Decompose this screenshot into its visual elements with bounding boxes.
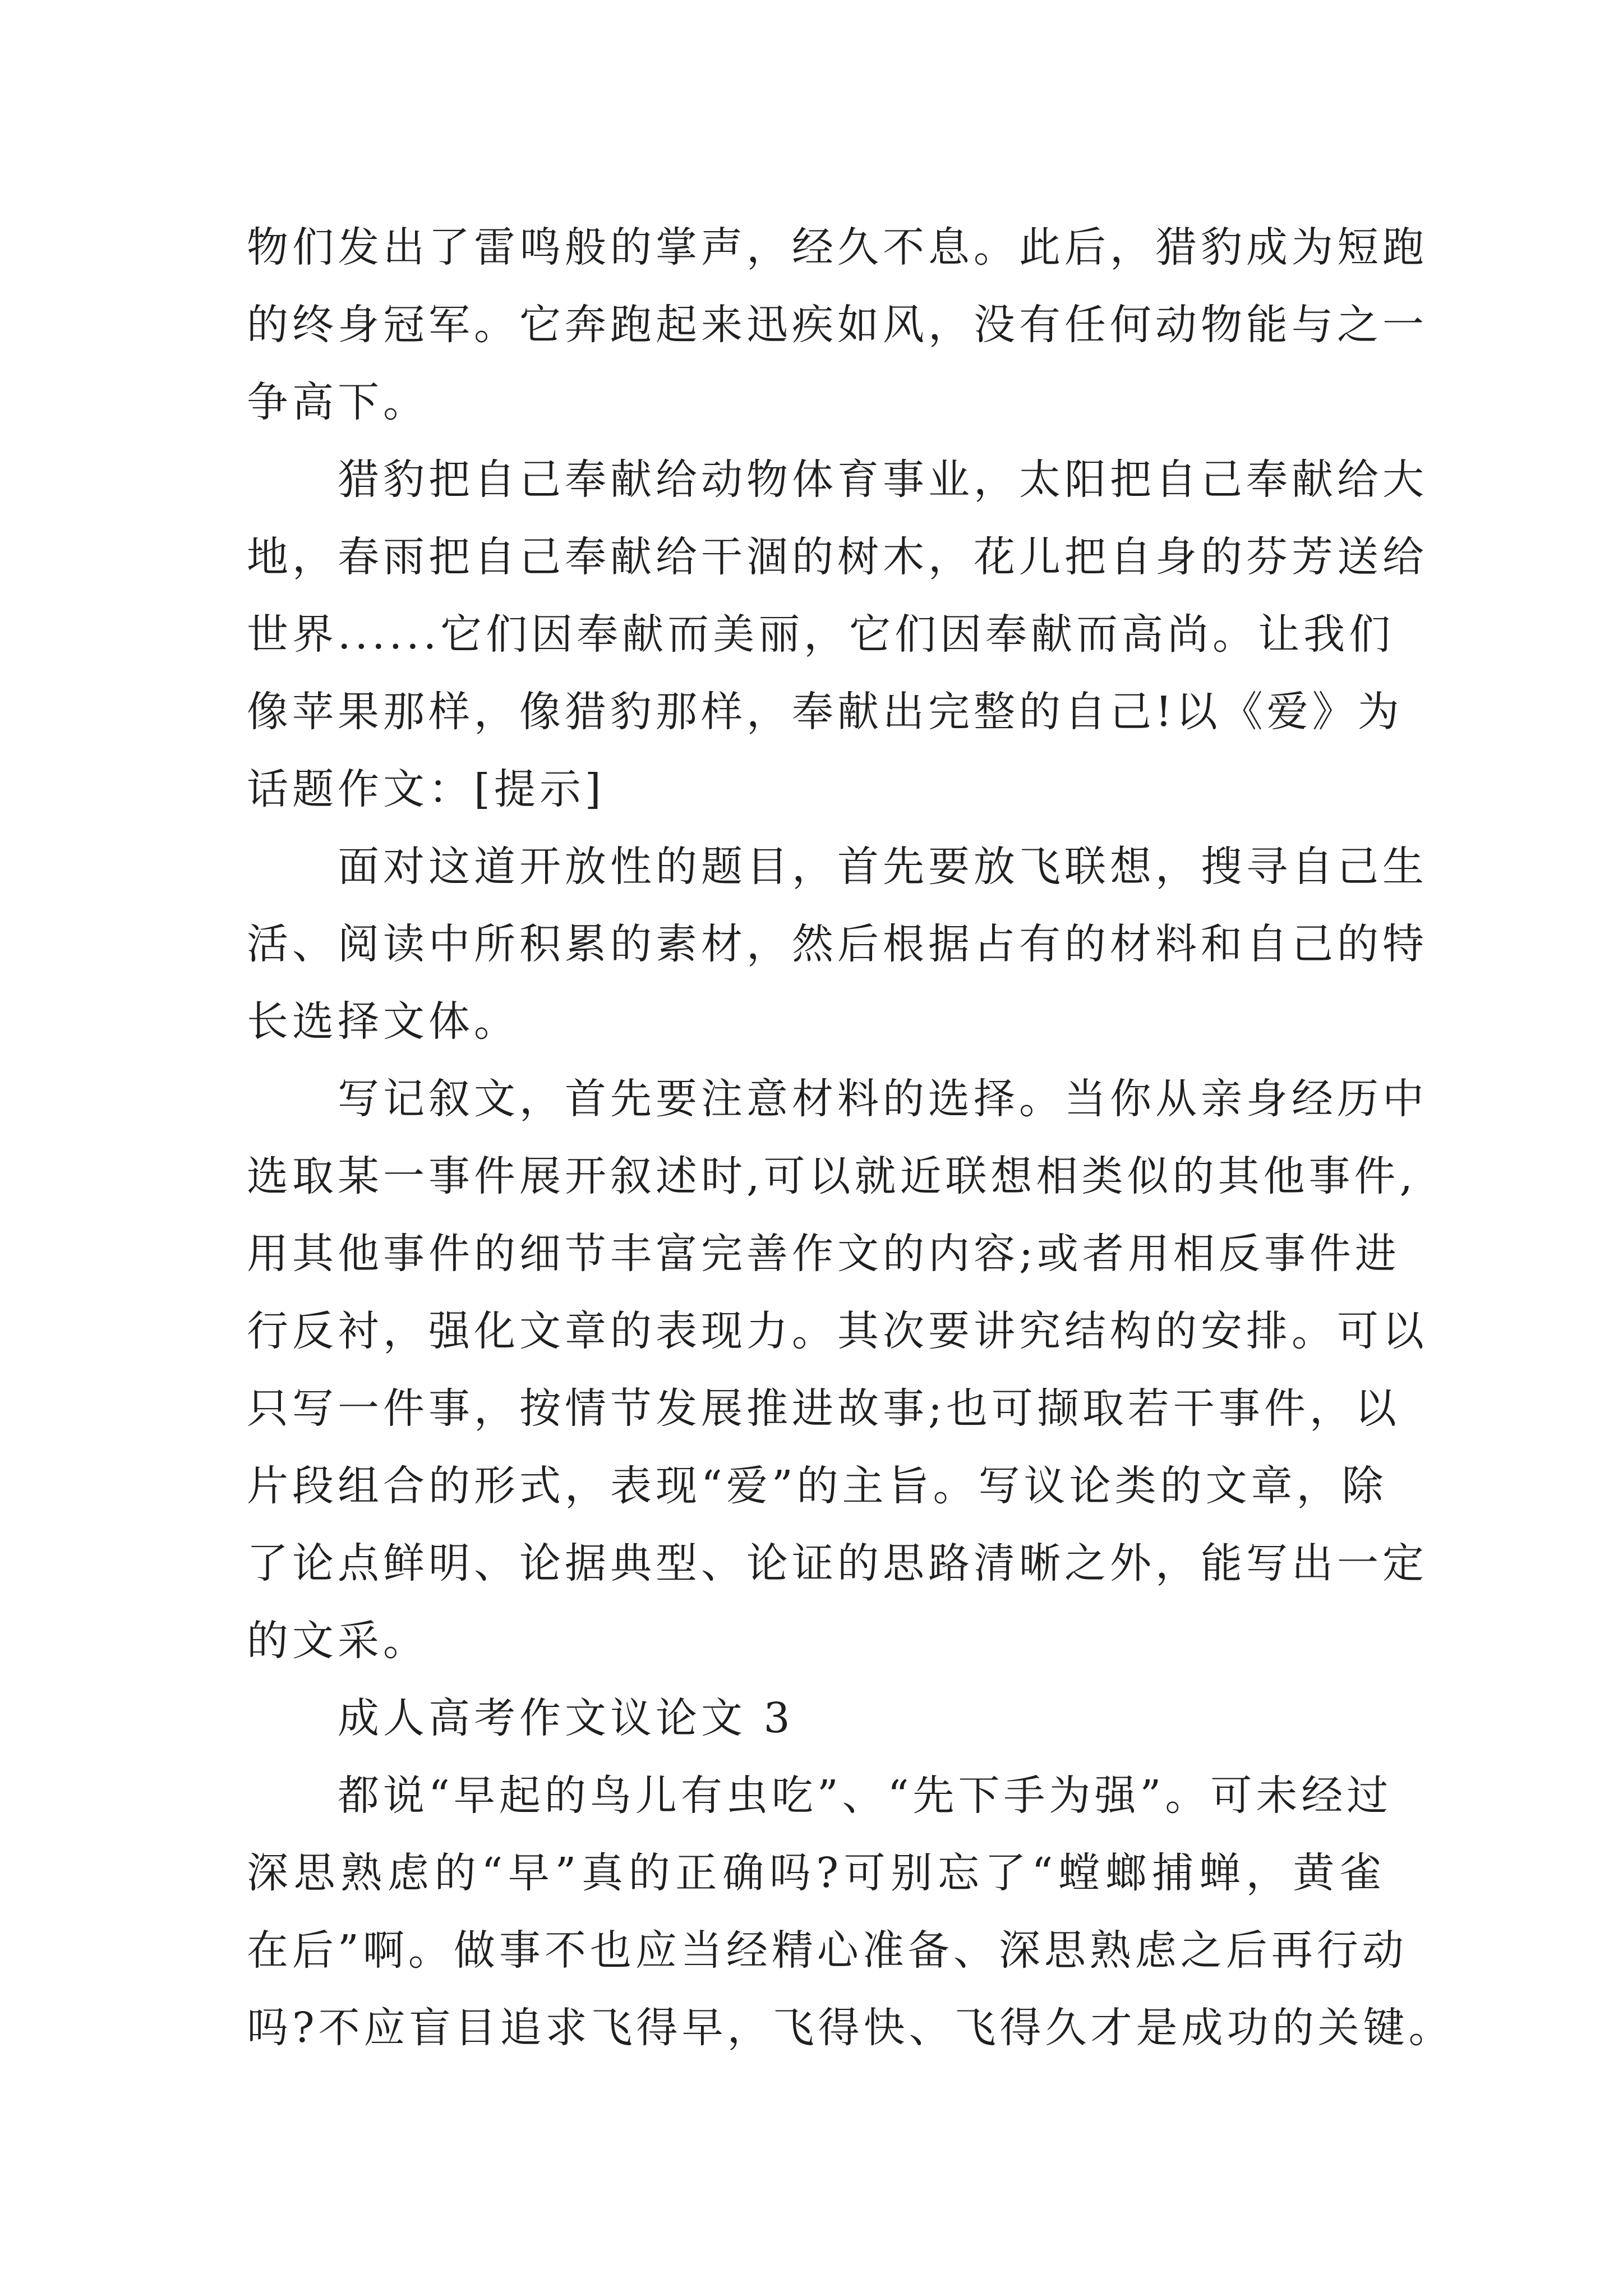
text-line: 都说“早起的鸟儿有虫吃”、“先下手为强”。可未经过	[338, 1772, 1393, 1820]
text-line: 了论点鲜明、论据典型、论证的思路清晰之外，能写出一定	[247, 1539, 1428, 1588]
text-line: 的终身冠军。它奔跑起来迅疾如风，没有任何动物能与之一	[247, 301, 1428, 349]
text-line: 成人高考作文议论文 3	[338, 1694, 794, 1742]
text-line: 长选择文体。	[247, 997, 519, 1046]
section-heading	[247, 1680, 1385, 1757]
text-line: 地，春雨把自己奉献给干涸的树木，花儿把自身的芬芳送给	[247, 533, 1428, 581]
text-line: 吗?不应盲目追求飞得早，飞得快、飞得久才是成功的关键。	[247, 2004, 1454, 2052]
text-line: 的文采。	[247, 1617, 428, 1665]
text-line: 在后”啊。做事不也应当经精心准备、深思熟虑之后再行动	[247, 1926, 1408, 1975]
text-line: 片段组合的形式，表现“爱”的主旨。写议论类的文章，除	[247, 1462, 1387, 1510]
text-line: 争高下。	[247, 378, 428, 426]
paragraph	[247, 1060, 1428, 1680]
paragraph	[247, 828, 1428, 1060]
text-line: 用其他事件的细节丰富完善作文的内容;或者用相反事件进	[247, 1230, 1400, 1278]
text-line: 物们发出了雷鸣般的掌声，经久不息。此后，猎豹成为短跑	[247, 223, 1428, 272]
document-body	[247, 209, 1454, 2067]
paragraph	[247, 209, 1428, 441]
text-line: 只写一件事，按情节发展推进故事;也可撷取若干事件，以	[247, 1384, 1400, 1433]
text-line: 行反衬，强化文章的表现力。其次要讲究结构的安排。可以	[247, 1307, 1428, 1355]
text-line: 猎豹把自己奉献给动物体育事业，太阳把自己奉献给大	[338, 455, 1428, 504]
text-line: 选取某一事件展开叙述时,可以就近联想相类似的其他事件,	[247, 1152, 1417, 1200]
paragraph	[247, 1757, 1454, 2067]
text-line: 世界......它们因奉献而美丽，它们因奉献而高尚。让我们	[247, 610, 1395, 659]
text-line: 活、阅读中所积累的素材，然后根据占有的材料和自己的特	[247, 920, 1428, 968]
paragraph	[247, 441, 1428, 828]
text-line: 面对这道开放性的题目，首先要放飞联想，搜寻自己生	[338, 843, 1428, 891]
text-line: 写记叙文，首先要注意材料的选择。当你从亲身经历中	[338, 1075, 1428, 1123]
text-line: 深思熟虑的“早”真的正确吗?可别忘了“螳螂捕蝉，黄雀	[247, 1849, 1385, 1897]
text-line: 话题作文：[提示]	[247, 765, 605, 813]
text-line: 像苹果那样，像猎豹那样，奉献出完整的自己!以《爱》为	[247, 688, 1403, 736]
